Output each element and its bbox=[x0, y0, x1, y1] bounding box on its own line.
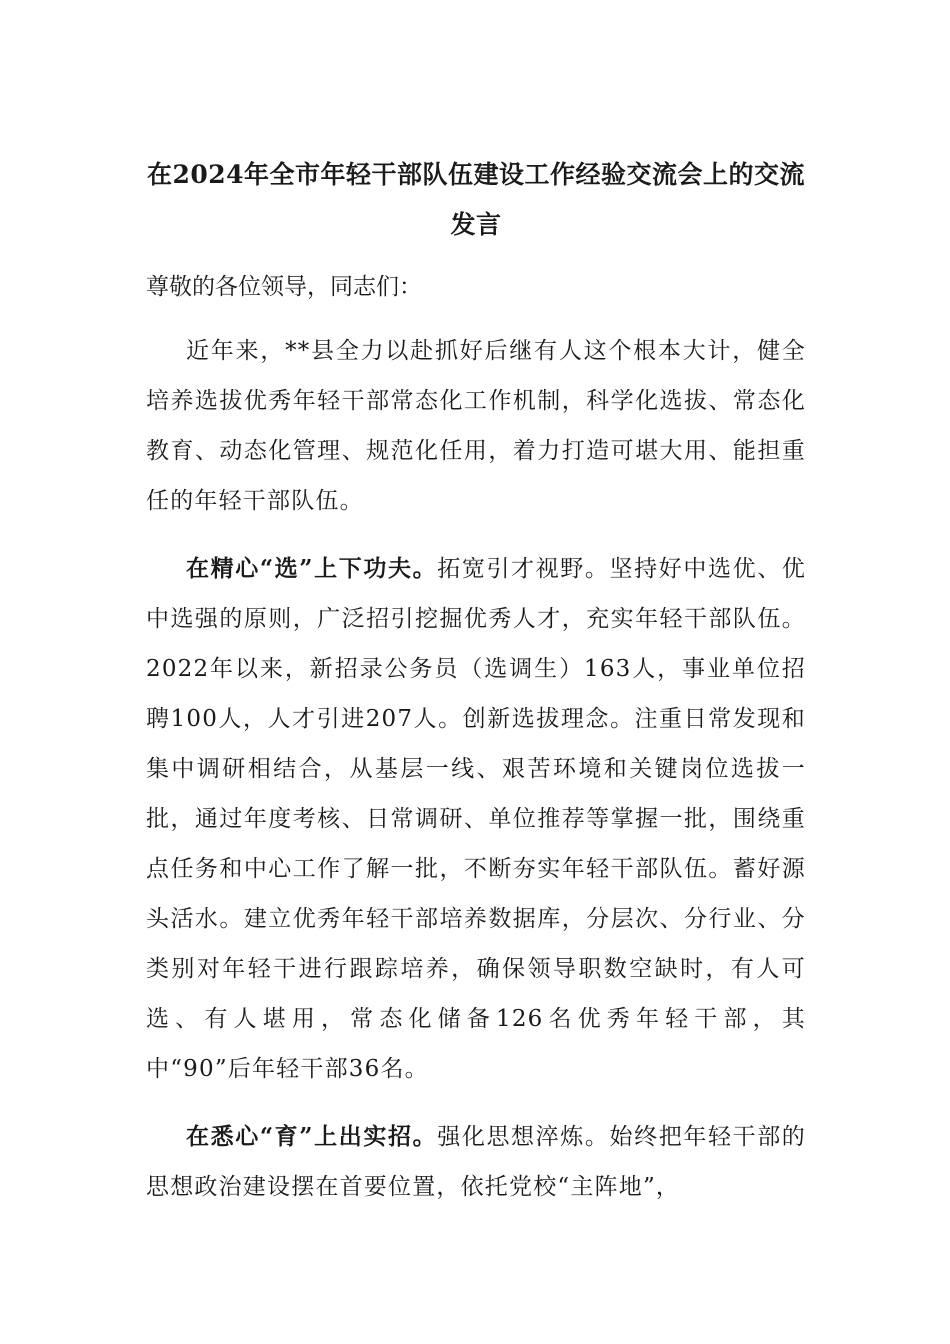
paragraph-lead: 在精心“选”上下功夫。 bbox=[186, 555, 438, 582]
paragraph-text: 强化思想淬炼。始终把年轻干部的思想政治建设摆在首要位置，依托党校“主阵地”， bbox=[146, 1124, 807, 1200]
document-title: 在2024年全市年轻干部队伍建设工作经验交流会上的交流发言 bbox=[146, 160, 806, 239]
document-page bbox=[146, 150, 806, 1230]
paragraph-intro bbox=[146, 326, 806, 526]
paragraph-lead: 在悉心“育”上出实招。 bbox=[186, 1123, 438, 1150]
paragraph-text: 拓宽引才视野。坚持好中选优、优中选强的原则，广泛招引挖掘优秀人才，充实年轻干部队伍。2022年以来，新招录公务员（选调生）163人，事业单位招聘100人，人才引进207人。创新选拔理念。注重日常发现和集中调研相结合，从基层一线、艰苦环境和关键岗位选拔一批，通过年度考核、日常调研、单位推荐等掌握一批，围绕重点任务和中心工作了解一批，不断夯实年轻干部队伍。蓄好源头活水。建立优秀年轻干部培养数据库，分层次、分行业、分类别对年轻干进行跟踪培养，确保领导职数空缺时，有人可选、有人堪用，常态化储备126名优秀年轻干部，其中“90”后年轻干部36名。 bbox=[146, 556, 807, 1082]
paragraph-selection bbox=[146, 544, 806, 1094]
paragraph-cultivation bbox=[146, 1112, 806, 1212]
salutation: 尊敬的各位领导，同志们： bbox=[146, 274, 422, 300]
paragraph-text: 近年来，**县全力以赴抓好后继有人这个根本大计，健全培养选拔优秀年轻干部常态化工作机制，科学化选拔、常态化教育、动态化管理、规范化任用，着力打造可堪大用、能担重任的年轻干部队伍。 bbox=[146, 338, 806, 514]
